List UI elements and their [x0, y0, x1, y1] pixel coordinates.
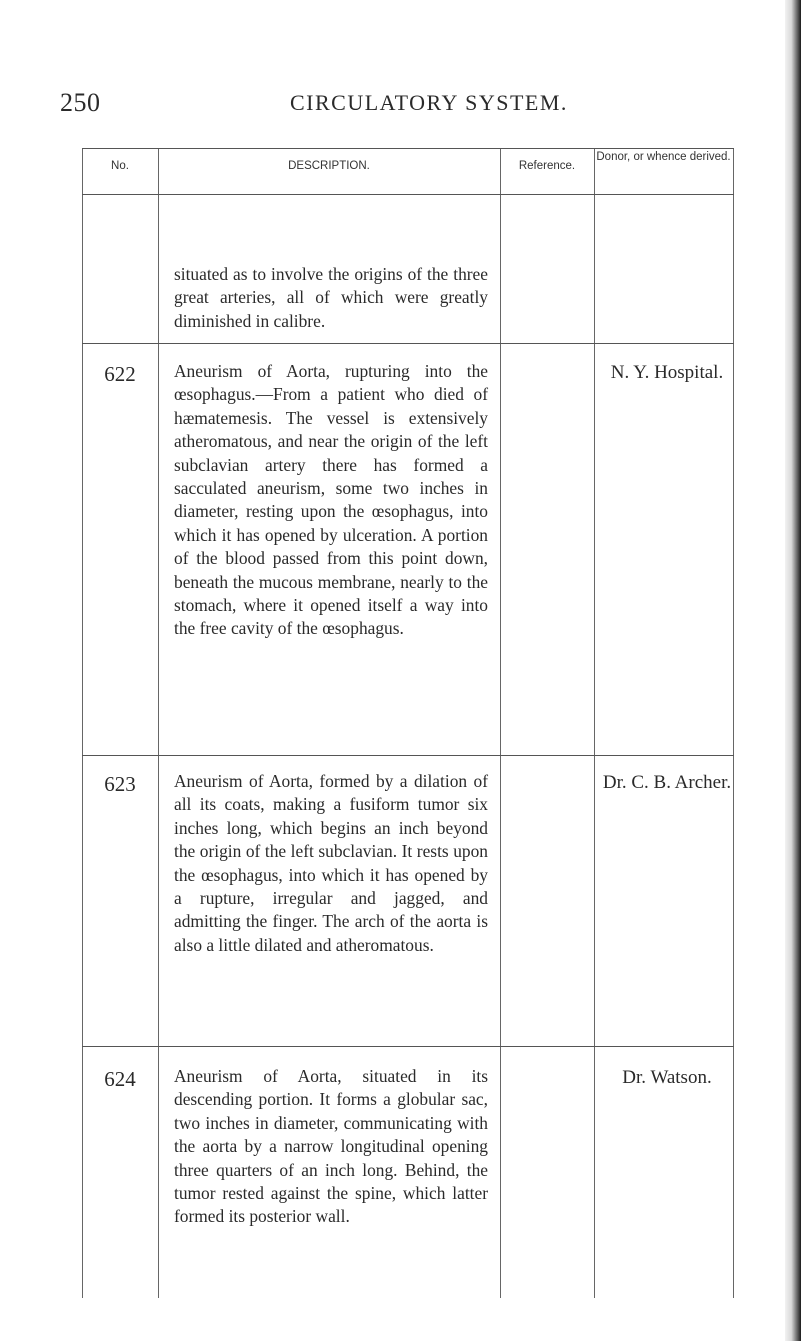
entry-divider [82, 1046, 734, 1047]
entry-description: Aneurism of Aorta, formed by a dilation of all its coats, making a fusiform tumor six inches long, which begins an inch beyond the origin of the left subclavian. It rests upon the œsophagus, into which it has opened by a rupture, irregular and jagged, and admitting the finger. The arch of the aorta is also a little dilated and atheromatous. [174, 771, 488, 955]
entry-divider [82, 755, 734, 756]
running-title: CIRCULATORY SYSTEM. [290, 90, 568, 115]
column-rule-no [158, 148, 159, 1298]
header-rule [82, 194, 734, 195]
entry-number: 622 [104, 362, 136, 386]
column-header-no: No. [111, 160, 129, 172]
table-top-rule [82, 148, 734, 149]
entry-donor: N. Y. Hospital. [610, 362, 724, 383]
table-left-rule [82, 148, 83, 1298]
entry-number: 624 [104, 1067, 136, 1091]
entry-number: 623 [104, 772, 136, 796]
entry-donor: Dr. Watson. [622, 1067, 712, 1088]
entry-divider [82, 343, 734, 344]
column-header-donor: Donor, or whence derived. [596, 151, 731, 163]
entry-description: situated as to involve the origins of the three great arteries, all of which were greatly diminished in calibre. [174, 264, 488, 331]
column-rule-description [500, 148, 501, 1298]
entry-donor: Dr. C. B. Archer. [602, 772, 732, 793]
column-rule-reference [594, 148, 595, 1298]
entry-description: Aneurism of Aorta, rupturing into the œsophagus.—From a patient who died of hæmatemesis. The vessel is extensively atheromatous, and near the origin of the left subclavian artery there has formed a sacculated aneurism, some two inches in diameter, resting upon the œsophagus, into which it has opened by ulceration. A portion of the blood passed from this point down, beneath the mucous membrane, nearly to the stomach, where it opened itself a way into the free cavity of the œsophagus. [174, 361, 488, 639]
page-number: 250 [60, 88, 101, 117]
column-header-reference: Reference. [518, 160, 576, 172]
catalogue-table [82, 148, 734, 1298]
table-right-rule [733, 148, 734, 1298]
column-header-description: DESCRIPTION. [288, 160, 370, 172]
page-edge-shadow [785, 0, 801, 1341]
entry-description: Aneurism of Aorta, situated in its descending portion. It forms a globular sac, two inches in diameter, communicating with the aorta by a narrow longitudinal opening three quarters of an inch long. Behind, the tumor rested against the spine, which latter formed its posterior wall. [174, 1066, 488, 1227]
